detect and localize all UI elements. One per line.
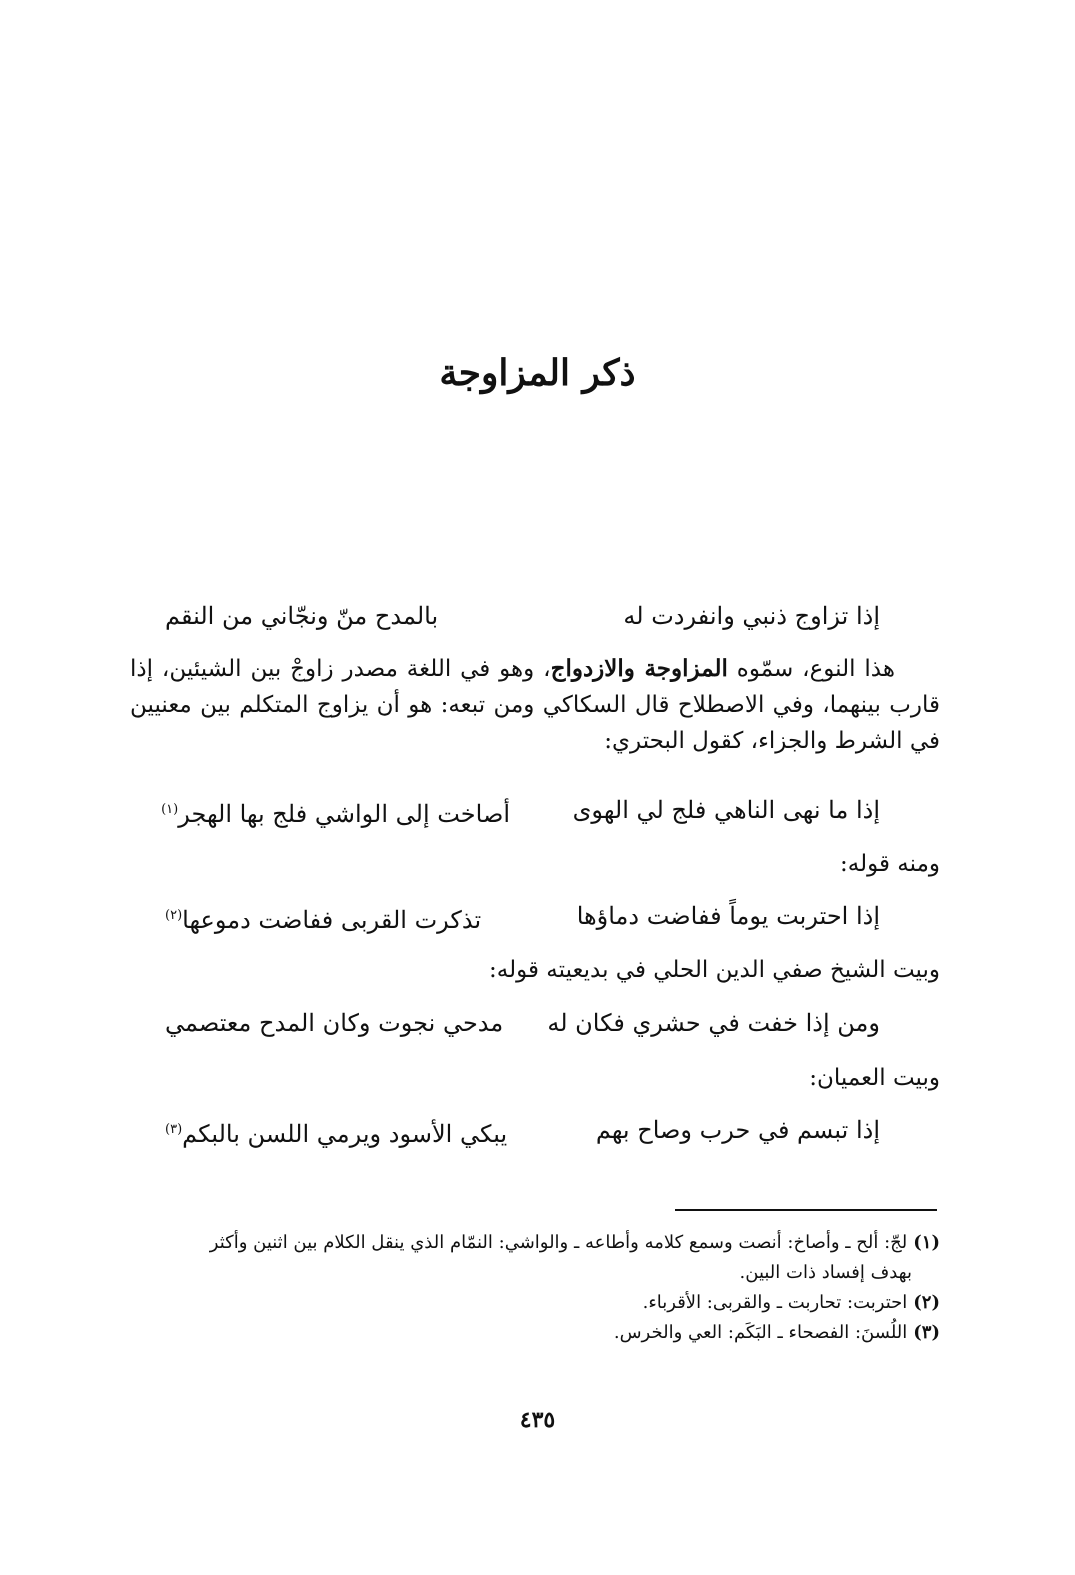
verse-first-hemistich: ومن إذا خفت في حشري فكان له (547, 1009, 880, 1037)
main-paragraph (130, 651, 940, 759)
verse-first-hemistich: إذا تبسم في حرب وصاح بهم (595, 1116, 880, 1144)
verse-first-hemistich: إذا احتربت يوماً ففاضت دماؤها (576, 902, 880, 930)
footnote-ref: (٣) (165, 1122, 183, 1137)
verse-3 (165, 1003, 880, 1043)
hemistich-text: تذكرت القربى ففاضت دموعها (182, 906, 482, 934)
paragraph-text-start: هذا النوع، سمّوه (727, 656, 895, 682)
footnote-ref: (١) (161, 802, 179, 817)
footnote-number: (١) (913, 1232, 940, 1253)
verse-first-hemistich: إذا تزاوج ذنبي وانفردت له (623, 602, 880, 630)
footnote-number: (٣) (913, 1322, 940, 1343)
verse-second-hemistich (161, 790, 510, 834)
verse-second-hemistich (165, 896, 510, 940)
verse-second-hemistich: مدحي نجوت وكان المدح معتصمي (165, 1009, 504, 1037)
opening-verse (165, 596, 880, 636)
footnote-1 (110, 1228, 940, 1258)
verse-1 (161, 790, 880, 834)
intro-line-3: وبيت الشيخ صفي الدين الحلي في بديعيته قوله: (489, 957, 940, 983)
verse-2 (165, 896, 880, 940)
footnotes (110, 1228, 940, 1348)
term-highlight: المزاوجة والازدواج (550, 655, 728, 682)
verse-4 (165, 1110, 880, 1154)
footnote-divider (675, 1209, 937, 1211)
footnote-text: لجّ: ألح ـ وأصاخ: أنصت وسمع كلامه وأطاعه ـ والواشي: النمّام الذي ينقل الكلام بين اثنين وأكثر (209, 1232, 908, 1253)
hemistich-text: يبكي الأسود ويرمي اللسن بالبكم (182, 1120, 508, 1148)
footnote-2 (110, 1288, 940, 1318)
footnote-ref: (٢) (165, 908, 183, 923)
chapter-title: ذكر المزاوجة (439, 352, 636, 394)
footnote-number: (٢) (913, 1292, 940, 1313)
verse-second-hemistich (165, 1110, 510, 1154)
footnote-3 (110, 1318, 940, 1348)
footnote-text: احتربت: تحاربت ـ والقربى: الأقرباء. (642, 1292, 908, 1313)
hemistich-text: أصاخت إلى الواشي فلج بها الهجر (178, 800, 510, 828)
page-number: ٤٣٥ (519, 1407, 556, 1433)
intro-line-4: وبيت العميان: (809, 1065, 940, 1091)
intro-line-2: ومنه قوله: (840, 851, 940, 877)
paragraph-text-rest: ، وهو في اللغة مصدر زاوجْ بين الشيئين، إذا قارب بينهما، وفي الاصطلاح قال السكاكي ومن تبعه: هو أن يزاوج المتكلم بين معنيين في الشرط والجزاء، كقول البحتري: (130, 656, 940, 754)
footnote-1-continuation: بهدف إفساد ذات البين. (739, 1262, 912, 1283)
verse-second-hemistich: بالمدح منّ ونجّاني من النقم (165, 602, 439, 630)
footnote-text: اللُسنَ: الفصحاء ـ البَكَم: العي والخرس. (613, 1322, 908, 1343)
verse-first-hemistich: إذا ما نهى الناهي فلج لي الهوى (572, 796, 880, 824)
